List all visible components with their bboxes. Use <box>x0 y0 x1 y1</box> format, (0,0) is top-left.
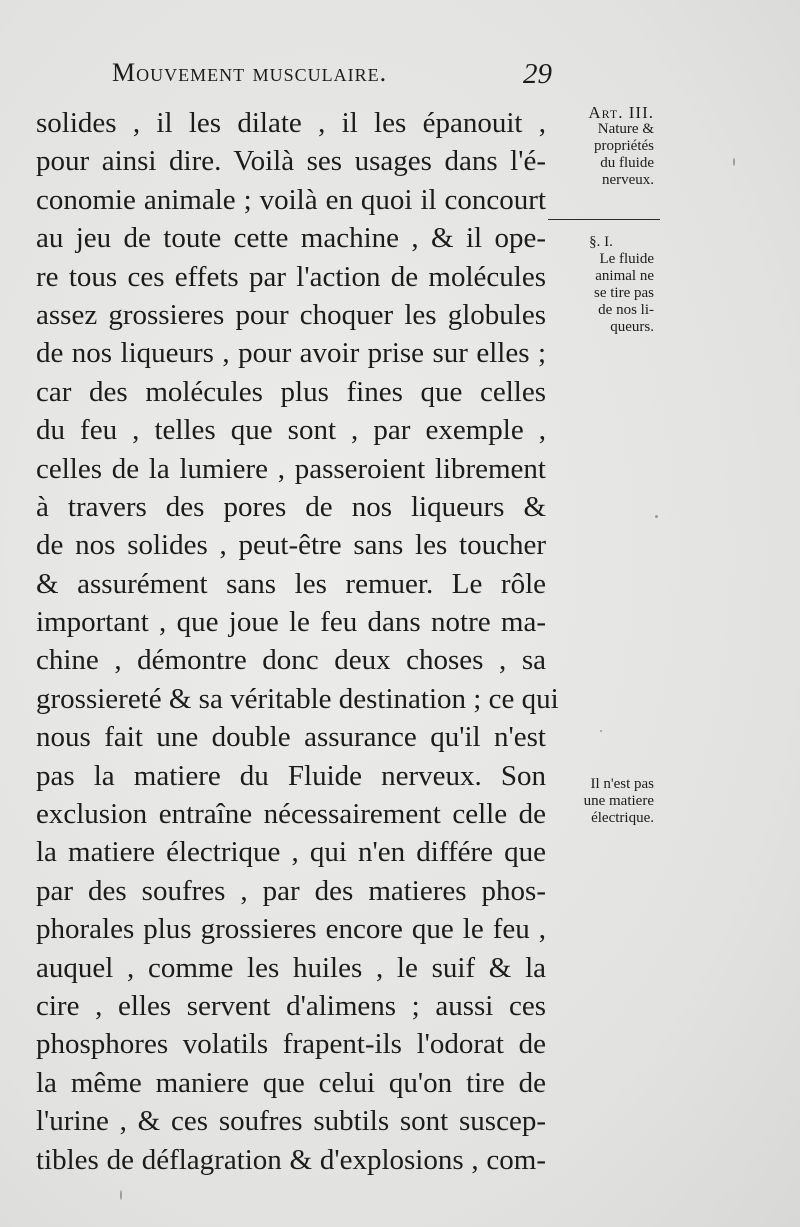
running-head: Mouvement musculaire. <box>112 58 388 87</box>
text-line: tibles de déflagration & d'explosions , com- <box>36 1143 546 1176</box>
text-line: phorales plus grossieres encore que le feu , <box>36 913 546 946</box>
text-line: grossiereté & sa véritable destination ; ce qui <box>36 682 559 715</box>
text-line: exclusion entraîne nécessairement celle de <box>36 798 546 831</box>
text-line: cire , elles servent d'alimens ; aussi ces <box>36 989 546 1022</box>
text-line: pas la matiere du Fluide nerveux. Son <box>36 759 546 792</box>
page-header <box>112 58 552 92</box>
text-line: celles de la lumiere , passeroient librement <box>36 452 546 485</box>
margin-note-line: du fluide <box>600 155 654 171</box>
section-number: §. I. <box>589 234 613 250</box>
text-line: chine , démontre donc deux choses , sa <box>36 644 546 677</box>
text-line: car des molécules plus fines que celles <box>36 375 546 408</box>
text-line: auquel , comme les huiles , le suif & la <box>36 951 546 984</box>
text-line: nous fait une double assurance qu'il n'est <box>36 721 546 754</box>
margin-note-line: propriétés <box>594 138 654 154</box>
text-line: conomie animale ; voilà en quoi il concourt <box>36 183 546 216</box>
paper-speck <box>120 1190 122 1200</box>
text-line: & assurément sans les remuer. Le rôle <box>36 567 546 600</box>
margin-note-line: Le fluide <box>599 251 654 267</box>
margin-note-line: queurs. <box>610 319 654 335</box>
text-line: la même maniere que celui qu'on tire de <box>36 1066 546 1099</box>
margin-note-line: une matiere <box>583 793 654 809</box>
text-line: du feu , telles que sont , par exemple , <box>36 414 546 447</box>
margin-note-line: nerveux. <box>601 172 654 188</box>
article-number: Art. III. <box>588 103 654 122</box>
text-line: à travers des pores de nos liqueurs & <box>36 490 546 523</box>
text-line: de nos solides , peut-être sans les toucher <box>36 529 546 562</box>
text-line: par des soufres , par des matieres phos- <box>36 874 546 907</box>
text-line: assez grossieres pour choquer les globules <box>36 298 546 331</box>
text-line: phosphores volatils frapent-ils l'odorat de <box>36 1028 546 1061</box>
paper-speck <box>733 158 735 166</box>
margin-note-line: électrique. <box>591 810 654 826</box>
text-line: la matiere électrique , qui n'en différe que <box>36 836 546 869</box>
text-line: re tous ces effets par l'action de molécules <box>36 260 546 293</box>
margin-note-electric <box>548 776 654 827</box>
body-text <box>36 104 559 1179</box>
page-number: 29 <box>523 58 552 90</box>
margin-note-line: Il n'est pas <box>590 776 654 792</box>
text-line: de nos liqueurs , pour avoir prise sur elles ; <box>36 337 546 370</box>
margin-divider <box>548 219 660 220</box>
margin-note-line: se tire pas <box>594 285 654 301</box>
text-line: l'urine , & ces soufres subtils sont suscep- <box>36 1105 546 1138</box>
margin-note-section <box>548 234 654 336</box>
margin-note-article <box>548 104 654 189</box>
margin-note-line: de nos li- <box>598 302 654 318</box>
margin-note-line: animal ne <box>595 268 654 284</box>
paper-speck <box>600 730 602 732</box>
paper-speck <box>655 515 658 518</box>
text-line: solides , il les dilate , il les épanouit , <box>36 107 546 139</box>
text-line: important , que joue le feu dans notre ma- <box>36 606 546 639</box>
text-line: pour ainsi dire. Voilà ses usages dans l'é- <box>36 145 546 178</box>
text-line: au jeu de toute cette machine , & il ope- <box>36 222 546 255</box>
margin-note-line: Nature & <box>597 121 654 137</box>
